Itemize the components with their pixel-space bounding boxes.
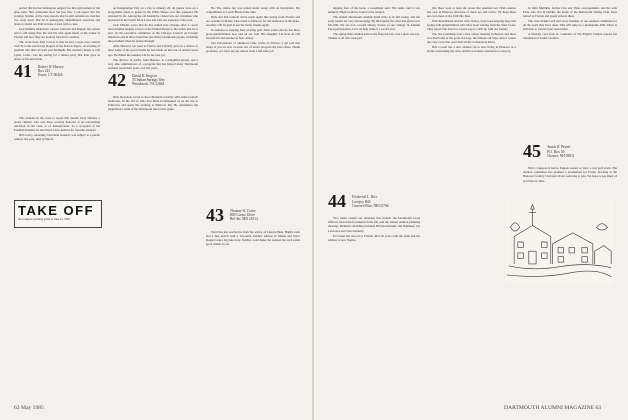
paragraph: nipping four of the book, a sweetheart said. The name said it was unlikely. Hugh would be found at the reunion.: [328, 6, 420, 15]
paragraph: He. The whole rug was turned under along with an inscription. My compliments to Coach Black at the time.: [206, 6, 300, 15]
paragraph: Bill Lowry, attending Cleveland General, was subject to a public address last year, died in March.: [14, 132, 100, 141]
left-col-3: [206, 6, 300, 247]
left-col-1: [14, 6, 100, 142]
secretary-city: Bel Air, MD 21014: [230, 217, 258, 222]
secretary-city: Concord Pike, NH 03766: [352, 203, 389, 208]
left-col-2: [108, 6, 198, 112]
secretary-street: Lovejoy Hill: [352, 199, 371, 204]
secretary-city: Chester, NH 03811: [547, 153, 575, 158]
take-off-logo: TAKE OFF: [18, 203, 95, 218]
take-off-advertisement: [14, 200, 102, 228]
paragraph: The annual Dartmouth Alumni Fund drive is in full swing, and the early results are very encouraging. By mid-spring the class had given over $31,000. We are now second among classes of our vintage in Alumni Fund participation. Let's all help make it a record year.: [328, 15, 420, 32]
paragraph: Well, I suppose it had to happen sooner or later: a real golf event. The reunion committee has planned a tournament for Friday morning at the Hanover Country Club and all are welcome to join. We hope to see many of you there in June.: [523, 166, 617, 183]
paragraph: ported that he had undergone surgery for the replacement of the knee joint. He's somewhat slow but just fine. I can report that my younger brother of the class reports that he still remains on crutches two early April. But he is undergoing rehabilitation exercises and plans to attend our 45th in June at least with a cane.: [14, 6, 100, 27]
class-heading: [328, 191, 420, 213]
paragraph: Walt Rosenbaum and his wife, Nancy, have been keeping busy this spring with grandchildren who have been visiting from the West Coast. They report that travel is a great way to catch up with old friends.: [427, 19, 516, 32]
right-col-2: [427, 6, 516, 55]
right-col-3: [523, 6, 617, 184]
class-heading: [108, 69, 198, 92]
class-year-number: 43: [206, 204, 224, 225]
class-secretary-address: [132, 74, 165, 87]
paragraph: Jack Wilkins wrote that he has settled into Chicago after a career that included lengthy service at the Federal Reserve. He writes that he is now on the executive committee of the Chicago Council on Foreign Relations and in that connection sees many Dartmouth people, including the president when he passes through.: [108, 23, 198, 44]
secretary-street: 33 Indian Springs Way: [132, 78, 165, 82]
take-off-tagline: the complete pitching guide to June 12, 1985: [18, 217, 71, 221]
class-heading: [523, 141, 617, 163]
secretary-name: Frederick L. Hier: [352, 195, 378, 200]
paragraph: on Inauguration Day on a trip to January 20, all guests were on a programme given to guests in the White House over this weekend. He returned by air. Among the old friends he visited was our classmate who presented in the South. Dick Cruss and Jane are enjoying a fine year.: [108, 6, 198, 23]
secretary-name: Robert W. Harvey: [38, 64, 64, 69]
secretary-street: Box 221: [38, 68, 51, 73]
paragraph: In addition to keeping busy playing golf, Dick writes that he has three great-grandchildren now and all are well. His daughter Liz lives in Old Greenwich and another in New Jersey.: [206, 28, 300, 41]
secretary-name: Thomas W. Cotter: [230, 208, 256, 213]
secretary-name: David R. Sargent: [132, 73, 157, 78]
paragraph: Dick Devonoie wrote to Ross Brainerd recently with some football memories. In the fall of 1941 Ted Ruth accompanied us on the trip to Princeton and spent the evening at Hanover Inn. He remembers the magnificent stand of the Dartmouth line in that game.: [108, 94, 198, 111]
paragraph: This doubles in the class to report this month. Jerry Dunbar, a noted chemist who was most recently honored at an outstanding luncheon in the state, is of Pennsylvania. At a reception at the Franklin Institute he described a new method for fluorine analysis.: [14, 115, 100, 132]
paragraph: The spring mini-reunion held at the Hanover Inn, was a great success. Thanks to all who took part.: [328, 32, 420, 41]
left-page-folio: 62 May 1985: [14, 405, 44, 411]
paragraph: in John Mullikin, former Life and Time correspondent, and his wife Elsie who live in Dublin, the home of the Dartmouth Outing Club, have retired to Florida and spend winters there.: [523, 6, 617, 19]
paragraph: Jack Wilkins underwent cataract removal and implant last winter and is still doing fine. He and his wife spent much of the winter in Florida and now they are looking forward to reunion.: [14, 27, 100, 40]
paragraph: The director of ALPS, John Barasso, is a delightful person, and a very able administrator of a program that has helped many Dartmouth students reach their goals over the years.: [108, 57, 198, 70]
class-secretary-address: [547, 145, 575, 158]
class-heading: [14, 60, 100, 83]
paragraph: Ed Green has moved to Florida after 30 years with the bank and his address is now Naples.: [328, 233, 420, 242]
paragraph: Two items caught our attention this month: the Dartmouth Class Officers Association weekend in the fall, and the annual reunion planning meeting. Members attending included Bill Rosenbaum, Jim Bumaker, Joe Lawrence and Tom Kennedy.: [328, 216, 420, 233]
class-secretary-address: [38, 65, 64, 78]
class-year-number: 44: [328, 191, 346, 212]
paragraph: A friendly card from R. Lauriders of the Pilgrim Fathers reports his retirement in South Carolina.: [523, 32, 617, 41]
paragraph: After Harvard, we went to France and it finally gave us a chance to meet some of the good friends he had made on the tour of several years ago. He thinks the reunion will be the best yet.: [108, 44, 198, 57]
secretary-name: Austin R. Pisani: [547, 145, 571, 150]
paragraph: Jim Falconander of Skidmore fame writes as follows: I am told that many of you are now at some sort of senior program the state offers. Thank goodness, as I have not yet retired from a full-time job.: [206, 41, 300, 54]
class-secretary-address: [230, 209, 258, 222]
paragraph: that there were at least the seven that attended our 1944 reunion last year in Hanover and most of those are still active. We hope there are even more at the 45th this June.: [427, 6, 516, 19]
right-page-folio: DARTMOUTH ALUMNI MAGAZINE 63: [504, 405, 602, 411]
paragraph: Word has just reached us from the widow of Lincoln Beal. Hugh Lewis had a fine match with a 10-pound Atlantic salmon in Maine and Steve Rogers took a big lake trout. Neither could make the reunion but each sends good wishes to all.: [206, 229, 300, 246]
class-year-number: 45: [523, 141, 541, 162]
secretary-street: P.O. Box 59: [547, 149, 565, 154]
secretary-street: 800 Cortez Drive: [230, 212, 255, 217]
paragraph: The word from Paul Cavoto is that he had a most rare reunion with Ty Cobb and Scotty Rogers of the Detroit Tigers, an evening of baseball talk that ran well past midnight. His mother's house at Old Lyme, Conn., was the setting for a dinner party that Paul gave in honor of his new bride.: [14, 40, 100, 61]
paragraph: Bob Lowell has a new address: he is now living in Hanover in a home overlooking the river, and he welcomes classmates to stop by.: [427, 45, 516, 54]
hanover-campus-sketch-icon: [505, 196, 613, 288]
paragraph: The class thanks each and every member of our reunion committee for all the work they have done. This will truly be a memorable 40th. There is still time to send in your reservation.: [523, 19, 617, 32]
paragraph: Dick and Dot Lamont drove north again this spring from Florida and are at home in Maine. The retreat to Hanover for the reunion is in the plans, and they will be glad to see the many friends again.: [206, 15, 300, 28]
paragraph: The Sea Lemmings had a fine winter meeting in Boston and there was much talk of the good old days, the famous old trips, and of course the crew races that were held on the Connecticut River.: [427, 32, 516, 45]
class-year-number: 41: [14, 60, 32, 81]
class-year-number: 42: [108, 69, 126, 90]
secretary-city: Woodstock, VA 22664: [132, 82, 165, 87]
right-col-1: [328, 6, 420, 243]
secretary-city: Essex, CT 06426: [38, 73, 63, 78]
class-secretary-address: [352, 195, 389, 208]
class-heading: [206, 204, 300, 227]
